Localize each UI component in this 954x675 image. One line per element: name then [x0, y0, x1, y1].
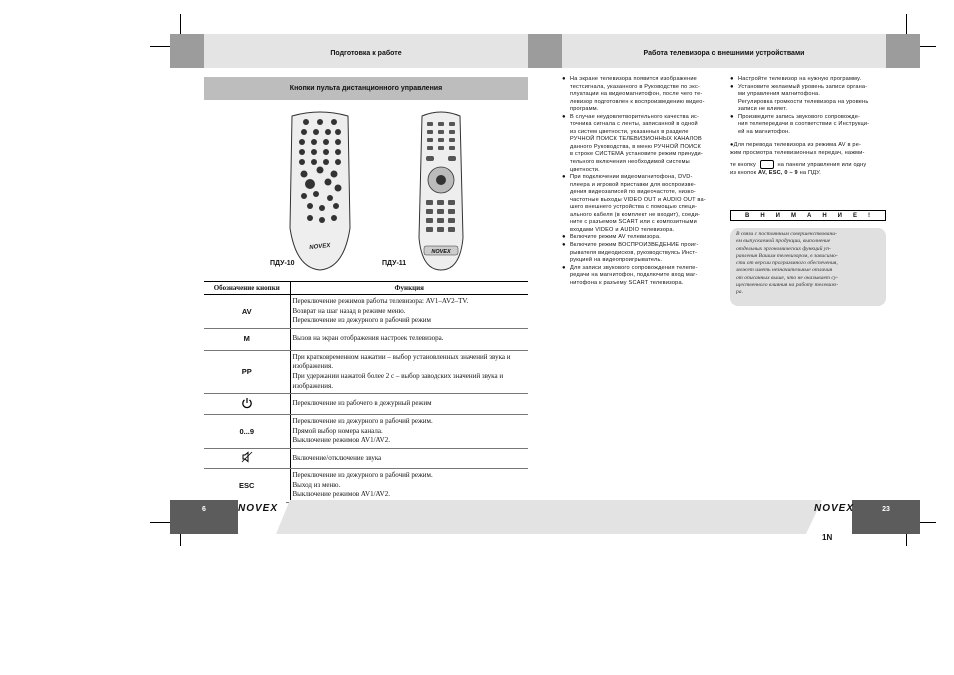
function-line: Переключение из дежурного в рабочий режим.: [292, 470, 433, 479]
header-center-tab: [528, 34, 562, 68]
text-line: из систем цветности, указанных в разделе: [570, 128, 689, 135]
text-line: на панели управления или одну: [777, 162, 867, 169]
text-line: на ПДУ.: [799, 170, 822, 176]
key-digits: 0...9: [204, 415, 290, 449]
mute-icon: [204, 448, 290, 468]
table-row: [204, 448, 528, 468]
text-line: В связи с постоянным совершенствовани-: [736, 231, 837, 237]
text-line: ем выпускаемой продукции, выполнение: [736, 238, 831, 245]
function-line: Переключение режимов работы телевизора: AV1–AV2–TV.: [292, 297, 469, 305]
function-cell: [290, 394, 528, 415]
text-line: ального кабеля (в комплект не входит), соеди-: [570, 211, 701, 218]
text-line: шего внешнего устройства с помощью специ-: [570, 204, 698, 211]
attention-title: ВНИМАНИЕ!: [730, 210, 886, 221]
bullet-item: [562, 76, 720, 114]
text-line: входами VIDEO и AUDIO телевизора.: [570, 226, 675, 233]
text-line: В случае неудовлетворительного качества ис-: [570, 113, 700, 120]
column-header-function: Функция: [290, 282, 528, 295]
text-line: сти от версии программного обеспечения,: [736, 260, 838, 267]
key-m: M: [204, 328, 290, 350]
section-title: Кнопки пульта дистанционного управления: [204, 77, 528, 100]
table-row: [204, 415, 528, 449]
remote-label-pdu10: ПДУ-10: [270, 260, 295, 267]
function-cell: [290, 468, 528, 502]
table-row: [204, 468, 528, 502]
bullet-icon: ●: [562, 113, 566, 120]
table-row: [204, 394, 528, 415]
text-line: из кнопок: [730, 170, 757, 176]
text-line: записи не влияет.: [738, 106, 788, 113]
right-text-column: [730, 76, 888, 178]
panel-button-icon: [760, 160, 774, 169]
bullet-item: [562, 242, 720, 265]
function-line: Возврат на шаг назад в режиме меню.: [292, 306, 406, 315]
key-pp: PP: [204, 350, 290, 393]
table-row: [204, 328, 528, 350]
function-line: Выключение режимов AV1/AV2.: [292, 490, 390, 499]
function-cell: [290, 350, 528, 393]
header-right-tab: [886, 34, 920, 68]
key-av: AV: [204, 295, 290, 329]
text-line: программ.: [570, 106, 599, 113]
text-line: На экране телевизора появится изображение: [570, 76, 697, 82]
text-line: точника сигнала с ленты, записанной в одной: [570, 121, 698, 128]
bullet-icon: ●: [730, 142, 734, 149]
function-line: Включение/отключение звука: [292, 453, 382, 462]
remote-brand: NOVEX: [431, 249, 451, 255]
text-line: Для перевода телевизора из режима AV в ре-: [733, 142, 862, 149]
text-line: ра.: [736, 289, 743, 296]
page-number-left: 6: [170, 500, 238, 534]
text-line: данного Руководства, в меню РУЧНОЙ ПОИСК: [570, 143, 701, 150]
text-line: частотные выходы VIDEO OUT и AUDIO OUT ва-: [570, 196, 706, 203]
power-icon: [204, 394, 290, 415]
footer-band-shape: [276, 500, 836, 534]
function-cell: [290, 328, 528, 350]
button-list: AV, ESC, 0 – 9: [758, 170, 798, 176]
right-page-title: Работа телевизора с внешними устройствами: [643, 50, 805, 57]
function-line: Выключение режимов AV1/AV2.: [292, 436, 390, 445]
text-line: Включите режим AV телевизора.: [570, 234, 661, 241]
text-line: в строке СИСТЕМА установите режим принуди-: [570, 151, 703, 158]
text-line: редачи на магнитофон, подключите вход маг-: [570, 272, 698, 279]
bullet-item: [562, 265, 720, 288]
text-line: цветности.: [570, 166, 600, 173]
attention-box: [730, 228, 886, 306]
text-line: щественного влияния на работу телевизо-: [736, 282, 839, 289]
left-page-title: Подготовка к работе: [330, 50, 402, 57]
remote-brand: NOVEX: [309, 242, 331, 252]
text-line: левизор подготовлен к воспроизведению видео-: [570, 98, 705, 105]
brand-logo-right: NOVEX: [814, 503, 855, 514]
text-line: плуатации на видеомагнитофон, после чего те-: [570, 91, 703, 98]
bullet-item: [730, 84, 888, 114]
bullet-icon: ●: [562, 174, 566, 181]
remote-pdu11-illustration: [416, 108, 466, 272]
middle-text-column: [562, 76, 720, 287]
text-line: рывателя видеодисков, руководствуясь Инст-: [570, 249, 698, 256]
text-line: ми управления магнитофона.: [738, 91, 821, 98]
function-line: Переключение из дежурного в рабочий режим.: [292, 417, 433, 426]
function-cell: [290, 415, 528, 449]
text-line: жим просмотра телевизионных передач, нажми-: [730, 149, 865, 156]
remote-pdu10-illustration: [284, 108, 356, 272]
text-line: Установите желаемый уровень записи органа-: [738, 83, 868, 90]
bullet-icon: ●: [562, 76, 566, 82]
text-line: Произведите запись звукового сопровожде-: [738, 113, 861, 120]
av-note: [730, 142, 888, 177]
page-number-right: 23: [852, 500, 920, 534]
function-line: Прямой выбор номера канала.: [292, 426, 383, 435]
text-line: равления Вашим телевизором, в зависимо-: [736, 252, 838, 259]
column-header-button: Обозначение кнопки: [204, 282, 290, 295]
bullet-icon: ●: [562, 242, 566, 249]
bullet-icon: ●: [562, 234, 566, 241]
text-line: может иметь незначительные отличия: [736, 267, 833, 274]
text-line: рукцией на видеопроигрыватель.: [570, 257, 663, 264]
brand-logo-left: NOVEX: [238, 503, 279, 514]
bullet-icon: ●: [562, 264, 566, 271]
function-line: Переключение из рабочего в дежурный режим: [292, 399, 432, 408]
key-esc: ESC: [204, 468, 290, 502]
text-line: плеера и игровой приставки для воспроизве-: [570, 181, 696, 188]
button-function-table: [204, 281, 528, 503]
text-line: нитофона к разъему SCART телевизора.: [570, 279, 684, 286]
text-line: отдельных эргономических функций уп-: [736, 245, 831, 252]
text-line: Регулировка громкости телевизора на уровень: [738, 98, 869, 105]
table-row: [204, 350, 528, 393]
bullet-icon: ●: [730, 76, 734, 82]
text-line: ей на магнитофон.: [738, 128, 791, 135]
function-cell: [290, 295, 528, 329]
model-code: 1N: [822, 533, 833, 542]
function-line: Выход из меню.: [292, 480, 341, 489]
text-line: ния телепередачи в соответствии с Инструкци-: [738, 121, 870, 128]
bullet-item: [562, 174, 720, 234]
function-line: Вызов на экран отображения настроек телевизора.: [292, 334, 444, 343]
function-line: При кратковременном нажатии – выбор установленных значений звука и изображения.: [292, 352, 511, 371]
bullet-icon: ●: [730, 83, 734, 90]
bullet-item: [562, 114, 720, 174]
text-line: тестсигнала, указанного в Руководстве по экс-: [570, 83, 700, 90]
text-line: от описанных выше, что не оказывает су-: [736, 274, 839, 281]
bullet-item: [562, 234, 720, 242]
text-line: Для записи звукового сопровождения телепе-: [570, 264, 698, 271]
text-line: те кнопку: [730, 162, 756, 169]
bullet-item: [730, 76, 888, 84]
text-line: тельного включения необходимой системы: [570, 159, 690, 166]
function-cell: [290, 448, 528, 468]
bullet-icon: ●: [730, 113, 734, 120]
function-line: При удержании нажатой более 2 с – выбор заводских значений звука и изображения.: [292, 371, 504, 390]
table-row: [204, 295, 528, 329]
bullet-item: [730, 114, 888, 137]
text-line: РУЧНОЙ ПОИСК ТЕЛЕВИЗИОННЫХ КАНАЛОВ: [570, 136, 702, 143]
text-line: При подключении видеомагнитофона, DVD-: [570, 174, 693, 181]
header-left-tab: [170, 34, 204, 68]
text-line: Настройте телевизор на нужную программу.: [738, 76, 862, 82]
remote-label-pdu11: ПДУ-11: [382, 260, 407, 267]
function-line: Переключение из дежурного в рабочий режим: [292, 316, 431, 325]
text-line: дения видеозаписей по видеочастоте, низко-: [570, 189, 696, 196]
text-line: Включите режим ВОСПРОИЗВЕДЕНИЕ проиг-: [570, 242, 699, 249]
text-line: ните с разъемом SCART или с композитными: [570, 219, 697, 226]
